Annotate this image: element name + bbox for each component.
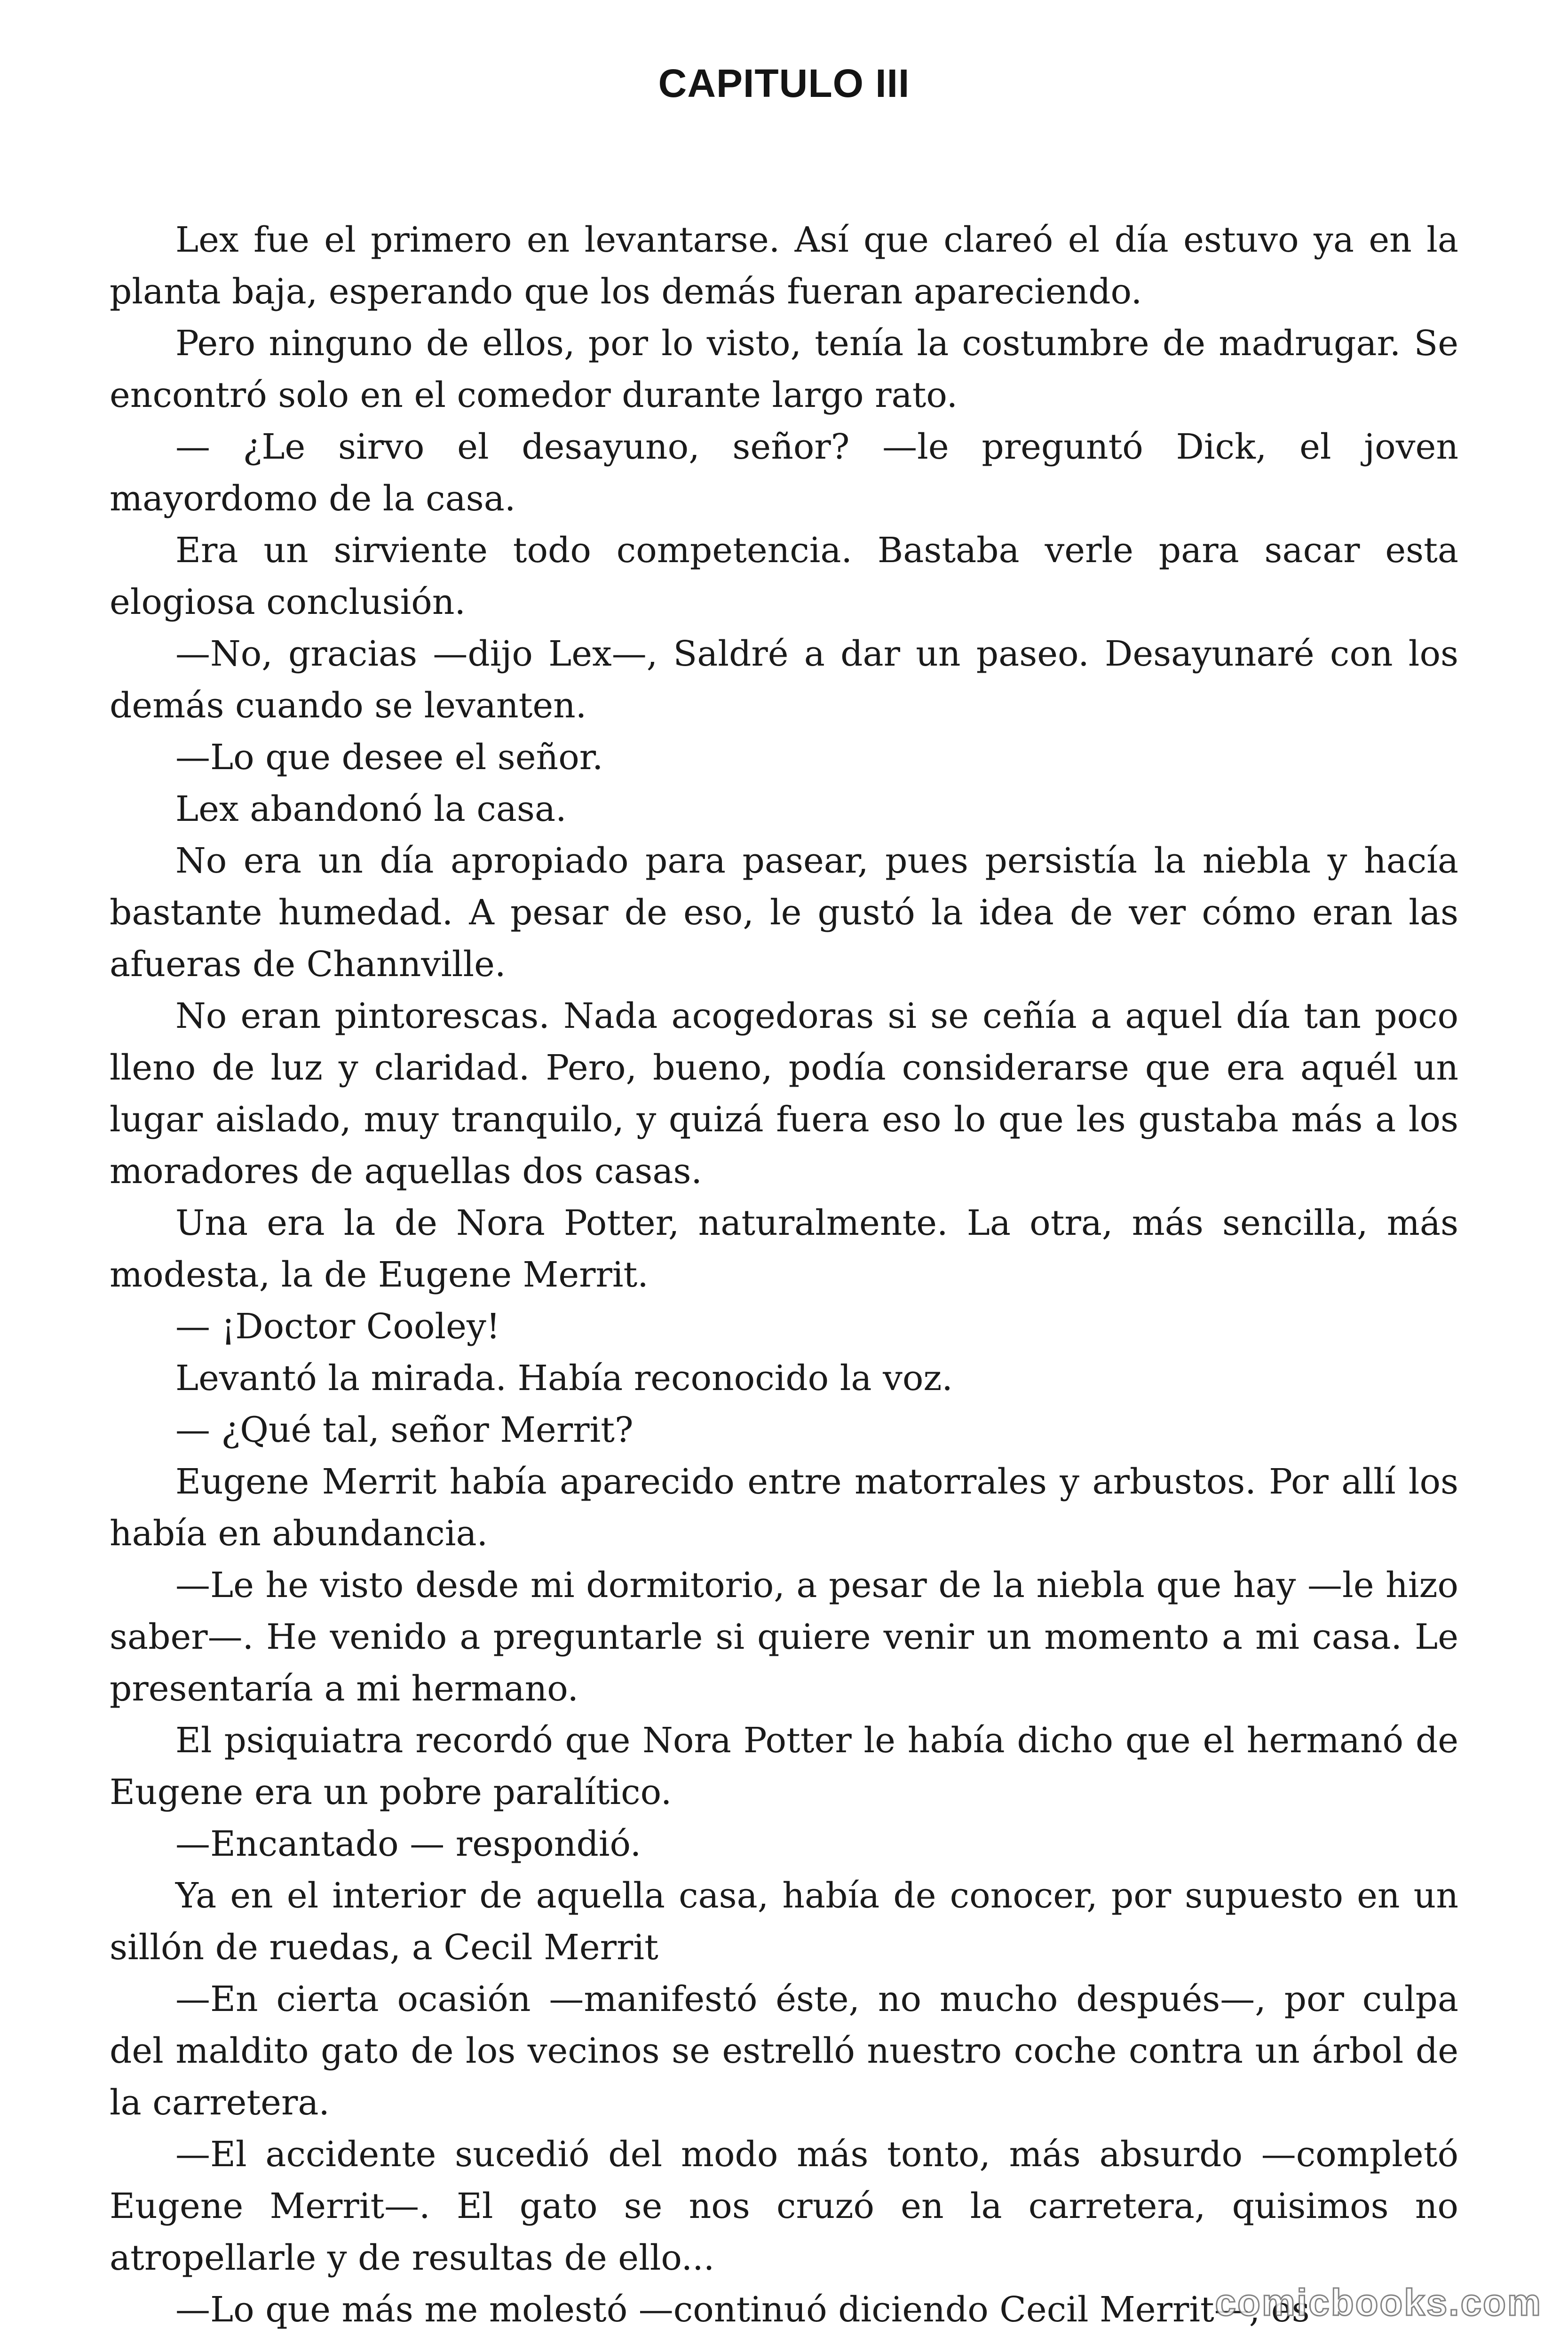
paragraph: El psiquiatra recordó que Nora Potter le había dicho que el hermanó de Eugene era un pobre paralítico. — [110, 1720, 1458, 1812]
paragraph: Eugene Merrit había aparecido entre matorrales y arbustos. Por allí los había en abundancia. — [110, 1462, 1458, 1554]
paragraph: No era un día apropiado para pasear, pues persistía la niebla y hacía bastante humedad. A pesar de eso, le gustó la idea de ver cómo eran las afueras de Channville. — [110, 841, 1458, 985]
paragraph: Lex fue el primero en levantarse. Así que clareó el día estuvo ya en la planta baja, esperando que los demás fueran apareciendo. — [110, 220, 1458, 312]
paragraph: —Lo que desee el señor. — [175, 737, 603, 778]
paragraph: Era un sirviente todo competencia. Bastaba verle para sacar esta elogiosa conclusión. — [110, 530, 1458, 622]
paragraph: — ¡Doctor Cooley! — [175, 1306, 500, 1347]
paragraph: Pero ninguno de ellos, por lo visto, tenía la costumbre de madrugar. Se encontró solo en el comedor durante largo rato. — [110, 323, 1458, 415]
paragraph: —En cierta ocasión —manifestó éste, no mucho después—, por culpa del maldito gato de los vecinos se estrelló nuestro coche contra un árbol de la carretera. — [110, 1979, 1458, 2123]
site-watermark: comicbooks.com — [1215, 2281, 1542, 2323]
paragraph: —El accidente sucedió del modo más tonto, más absurdo —completó Eugene Merrit—. El gato se nos cruzó en la carretera, quisimos no atropellarle y de resultas de ello... — [110, 2134, 1458, 2278]
paragraph: Lex abandonó la casa. — [175, 789, 567, 829]
paragraph: —Encantado — respondió. — [175, 1824, 641, 1864]
paragraph: — ¿Qué tal, señor Merrit? — [175, 1410, 634, 1450]
paragraph: —Lo que más me molestó —continuó diciendo Cecil Merrit—, es — [175, 2289, 1310, 2330]
chapter-body — [110, 214, 1458, 2336]
paragraph: Levantó la mirada. Había reconocido la voz. — [175, 1358, 953, 1398]
paragraph: —No, gracias —dijo Lex—, Saldré a dar un paseo. Desayunaré con los demás cuando se levanten. — [110, 634, 1458, 726]
paragraph: Una era la de Nora Potter, naturalmente. La otra, más sencilla, más modesta, la de Eugene Merrit. — [110, 1203, 1458, 1295]
book-page — [110, 0, 1458, 2352]
paragraph: — ¿Le sirvo el desayuno, señor? —le preguntó Dick, el joven mayordomo de la casa. — [110, 427, 1458, 519]
paragraph: Ya en el interior de aquella casa, había de conocer, por supuesto en un sillón de ruedas, a Cecil Merrit — [110, 1875, 1458, 1968]
chapter-title: CAPITULO III — [658, 61, 910, 105]
paragraph: No eran pintorescas. Nada acogedoras si se ceñía a aquel día tan poco lleno de luz y claridad. Pero, bueno, podía considerarse que era aquél un lugar aislado, muy tranquilo, y quizá fuera eso lo que les gustaba más a los moradores de aquellas dos casas. — [110, 996, 1458, 1192]
paragraph: —Le he visto desde mi dormitorio, a pesar de la niebla que hay —le hizo saber—. He venido a preguntarle si quiere venir un momento a mi casa. Le presentaría a mi hermano. — [110, 1565, 1458, 1709]
